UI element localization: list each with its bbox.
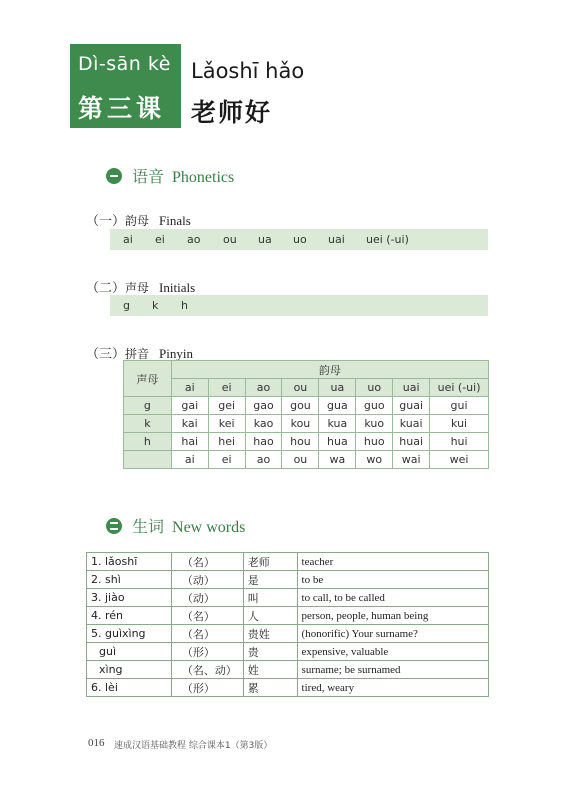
finals-group-header: 韵母 <box>171 361 488 379</box>
syllable-cell: gua <box>319 397 356 415</box>
syllable-cell: hei <box>208 433 245 451</box>
table-row <box>124 433 489 451</box>
word-meaning: tired, weary <box>297 679 488 697</box>
syllable-cell: huo <box>356 433 393 451</box>
table-row <box>87 607 489 625</box>
word-part-of-speech: （名、动） <box>171 661 243 679</box>
word-hanzi: 是 <box>243 571 297 589</box>
syllable-cell: hai <box>171 433 208 451</box>
table-corner-header: 声母 <box>124 361 172 397</box>
word-meaning: surname; be surnamed <box>297 661 488 679</box>
final-item: ei <box>155 233 165 246</box>
syllable-cell: wei <box>430 451 489 469</box>
final-item: ua <box>258 233 272 246</box>
table-row <box>87 589 489 607</box>
pinyin-table <box>123 360 489 469</box>
lesson-title-chinese: 老师好 <box>191 98 273 127</box>
table-row <box>124 397 489 415</box>
syllable-cell: gui <box>430 397 489 415</box>
word-part-of-speech: （名） <box>171 553 243 571</box>
syllable-cell: wai <box>393 451 430 469</box>
syllable-cell: hua <box>319 433 356 451</box>
word-part-of-speech: （名） <box>171 607 243 625</box>
syllable-cell: gei <box>208 397 245 415</box>
table-row <box>124 451 489 469</box>
final-header: ai <box>171 379 208 397</box>
page-number: 016 <box>88 737 105 749</box>
final-item: uei (-ui) <box>366 233 409 246</box>
word-meaning: to call, to be called <box>297 589 488 607</box>
initial-item: h <box>181 299 188 312</box>
word-pinyin: 3. jiào <box>87 589 172 607</box>
word-meaning: person, people, human being <box>297 607 488 625</box>
final-item: ou <box>223 233 237 246</box>
final-header: ua <box>319 379 356 397</box>
final-item: ai <box>123 233 133 246</box>
final-header: ao <box>245 379 282 397</box>
syllable-cell: hui <box>430 433 489 451</box>
syllable-cell: gai <box>171 397 208 415</box>
lesson-title-pinyin: Lǎoshī hǎo <box>191 59 305 83</box>
word-meaning: (honorific) Your surname? <box>297 625 488 643</box>
word-pinyin: xìng <box>87 661 172 679</box>
initial-header: h <box>124 433 172 451</box>
initials-bar <box>110 295 488 316</box>
section-one-icon <box>106 168 122 184</box>
syllable-cell: kou <box>282 415 319 433</box>
syllable-cell: ei <box>208 451 245 469</box>
syllable-cell: kuai <box>393 415 430 433</box>
syllable-cell: hou <box>282 433 319 451</box>
syllable-cell: kao <box>245 415 282 433</box>
word-part-of-speech: （形） <box>171 643 243 661</box>
table-row <box>87 571 489 589</box>
table-row <box>87 553 489 571</box>
word-meaning: to be <box>297 571 488 589</box>
syllable-cell: huai <box>393 433 430 451</box>
book-title-footer: 速成汉语基础教程 综合课本1（第3版） <box>114 741 273 751</box>
vocabulary-table <box>86 552 489 697</box>
syllable-cell: kai <box>171 415 208 433</box>
pinyin-subheading: （三）拼音 Pinyin <box>86 346 193 361</box>
final-item: ao <box>187 233 201 246</box>
word-pinyin: 1. lǎoshī <box>87 553 172 571</box>
initial-header: g <box>124 397 172 415</box>
finals-subheading: （一）韵母 Finals <box>86 213 191 228</box>
syllable-cell: kui <box>430 415 489 433</box>
final-header: uo <box>356 379 393 397</box>
finals-bar <box>110 229 488 250</box>
final-item: uai <box>328 233 345 246</box>
syllable-cell: kei <box>208 415 245 433</box>
lesson-number-pinyin: Dì-sān kè <box>78 53 171 75</box>
section-two-icon <box>106 518 122 534</box>
word-part-of-speech: （名） <box>171 625 243 643</box>
final-item: uo <box>293 233 307 246</box>
syllable-cell: kuo <box>356 415 393 433</box>
syllable-cell: kua <box>319 415 356 433</box>
word-pinyin: 6. lèi <box>87 679 172 697</box>
word-hanzi: 人 <box>243 607 297 625</box>
syllable-cell: hao <box>245 433 282 451</box>
initials-subheading: （二）声母 Initials <box>86 280 196 295</box>
word-hanzi: 累 <box>243 679 297 697</box>
initial-header: k <box>124 415 172 433</box>
syllable-cell: gou <box>282 397 319 415</box>
final-header: uei (-ui) <box>430 379 489 397</box>
table-row <box>124 415 489 433</box>
final-header: uai <box>393 379 430 397</box>
word-hanzi: 姓 <box>243 661 297 679</box>
initial-header <box>124 451 172 469</box>
final-header: ou <box>282 379 319 397</box>
word-part-of-speech: （动） <box>171 589 243 607</box>
word-hanzi: 贵 <box>243 643 297 661</box>
syllable-cell: gao <box>245 397 282 415</box>
word-pinyin: guì <box>87 643 172 661</box>
word-hanzi: 叫 <box>243 589 297 607</box>
word-pinyin: 2. shì <box>87 571 172 589</box>
word-pinyin: 4. rén <box>87 607 172 625</box>
final-header: ei <box>208 379 245 397</box>
syllable-cell: guo <box>356 397 393 415</box>
word-meaning: expensive, valuable <box>297 643 488 661</box>
phonetics-heading: 语音 Phonetics <box>106 164 234 187</box>
word-meaning: teacher <box>297 553 488 571</box>
table-row <box>87 661 489 679</box>
word-hanzi: 老师 <box>243 553 297 571</box>
word-hanzi: 贵姓 <box>243 625 297 643</box>
syllable-cell: ou <box>282 451 319 469</box>
word-pinyin: 5. guìxìng <box>87 625 172 643</box>
syllable-cell: wa <box>319 451 356 469</box>
word-part-of-speech: （形） <box>171 679 243 697</box>
table-row <box>87 625 489 643</box>
syllable-cell: ao <box>245 451 282 469</box>
table-row <box>87 679 489 697</box>
syllable-cell: ai <box>171 451 208 469</box>
new-words-heading: 生词 New words <box>106 514 245 537</box>
table-row <box>87 643 489 661</box>
initial-item: k <box>152 299 159 312</box>
initial-item: g <box>123 299 130 312</box>
word-part-of-speech: （动） <box>171 571 243 589</box>
syllable-cell: wo <box>356 451 393 469</box>
syllable-cell: guai <box>393 397 430 415</box>
lesson-number-chinese: 第三课 <box>78 94 166 123</box>
lesson-number-box <box>70 44 181 128</box>
